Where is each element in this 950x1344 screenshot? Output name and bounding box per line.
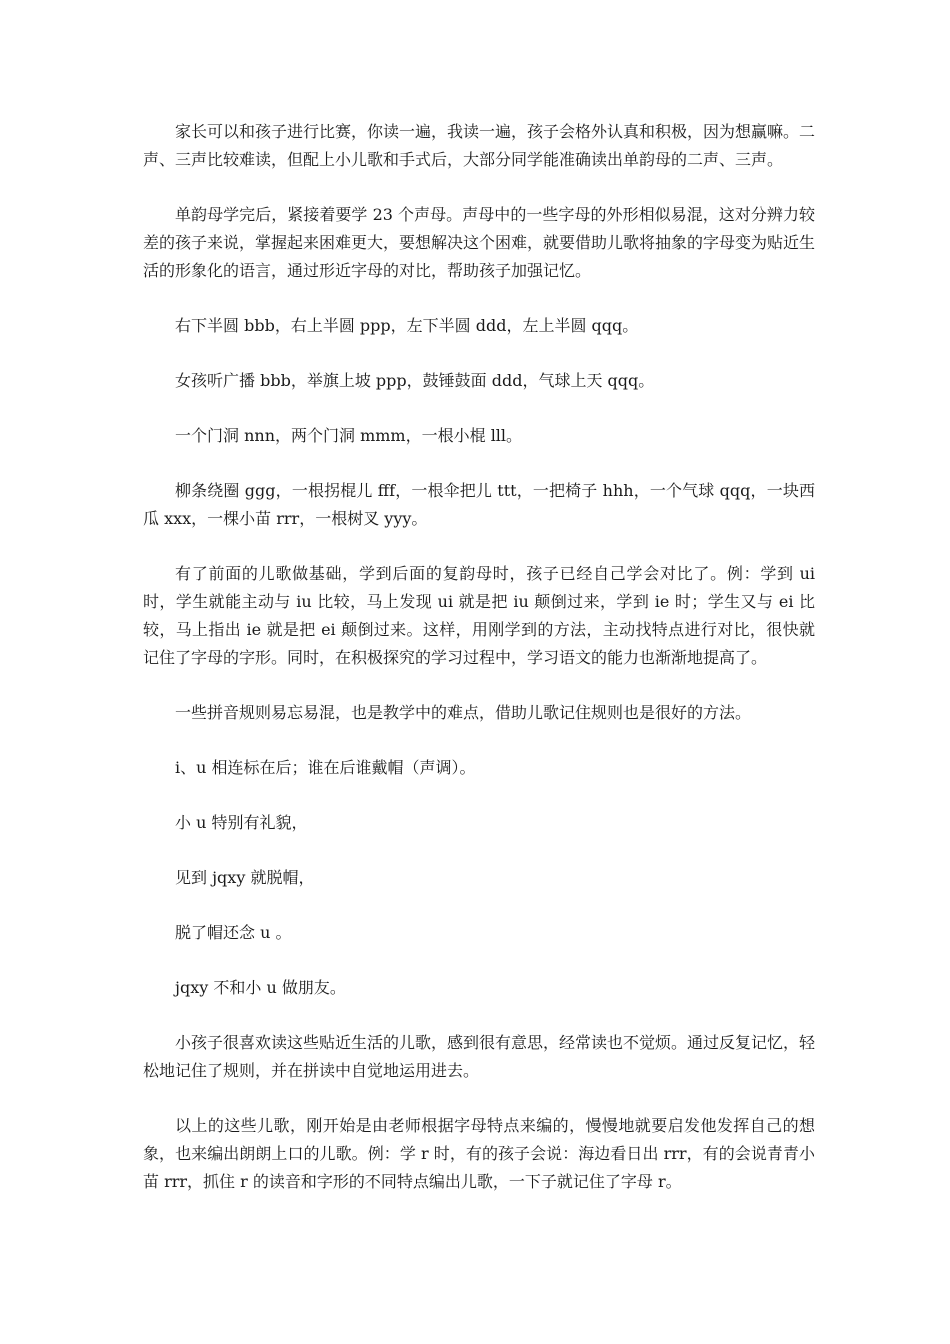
paragraph: 一些拼音规则易忘易混，也是教学中的难点，借助儿歌记住规则也是很好的方法。	[175, 703, 752, 722]
poem-line: 见到 jqxy 就脱帽，	[175, 868, 315, 887]
paragraph: 女孩听广播 bbb，举旗上坡 ppp，鼓锤鼓面 ddd，气球上天 qqq。	[175, 371, 655, 390]
poem-line: 小 u 特别有礼貌，	[175, 813, 308, 832]
poem-line: 脱了帽还念 u 。	[175, 923, 292, 942]
paragraph: i、u 相连标在后；谁在后谁戴帽（声调）。	[175, 758, 476, 777]
paragraph: 单韵母学完后，紧接着要学 23 个声母。声母中的一些字母的外形相似易混，这对分辨力较差的孩子来说，掌握起来困难更大，要想解决这个困难，就要借助儿歌将抽象的字母变为贴近生活的形象化的语言，通过形近字母的对比，帮助孩子加强记忆。	[143, 205, 816, 280]
paragraph: 小孩子很喜欢读这些贴近生活的儿歌，感到很有意思，经常读也不觉烦。通过反复记忆，轻松地记住了规则，并在拼读中自觉地运用进去。	[143, 1033, 816, 1080]
paragraph: 家长可以和孩子进行比赛，你读一遍，我读一遍，孩子会格外认真和积极，因为想赢嘛。二声、三声比较难读，但配上小儿歌和手式后，大部分同学能准确读出单韵母的二声、三声。	[143, 122, 816, 169]
paragraph: 右下半圆 bbb，右上半圆 ppp，左下半圆 ddd，左上半圆 qqq。	[175, 316, 639, 335]
poem-line: jqxy 不和小 u 做朋友。	[175, 978, 346, 997]
paragraph: 柳条绕圈 ggg，一根拐棍儿 fff，一根伞把儿 ttt，一把椅子 hhh，一个气球 qqq，一块西瓜 xxx，一棵小苗 rrr，一根树叉 yyy。	[143, 481, 815, 528]
paragraph: 一个门洞 nnn，两个门洞 mmm，一根小棍 lll。	[175, 426, 523, 445]
paragraph: 以上的这些儿歌，刚开始是由老师根据字母特点来编的，慢慢地就要启发他发挥自己的想象，也来编出朗朗上口的儿歌。例：学 r 时，有的孩子会说：海边看日出 rrr，有的会说青青小苗 rrr，抓住 r 的读音和字形的不同特点编出儿歌，一下子就记住了字母 r。	[143, 1116, 815, 1191]
document-body	[143, 118, 815, 1223]
paragraph: 有了前面的儿歌做基础，学到后面的复韵母时，孩子已经自己学会对比了。例：学到 ui 时，学生就能主动与 iu 比较，马上发现 ui 就是把 iu 颠倒过来，学到 ie 时；学生又与 ei 比较，马上指出 ie 就是把 ei 颠倒过来。这样，用刚学到的方法，主动找特点进行对比，很快就记住了字母的字形。同时，在积极探究的学习过程中，学习语文的能力也渐渐地提高了。	[143, 564, 815, 667]
